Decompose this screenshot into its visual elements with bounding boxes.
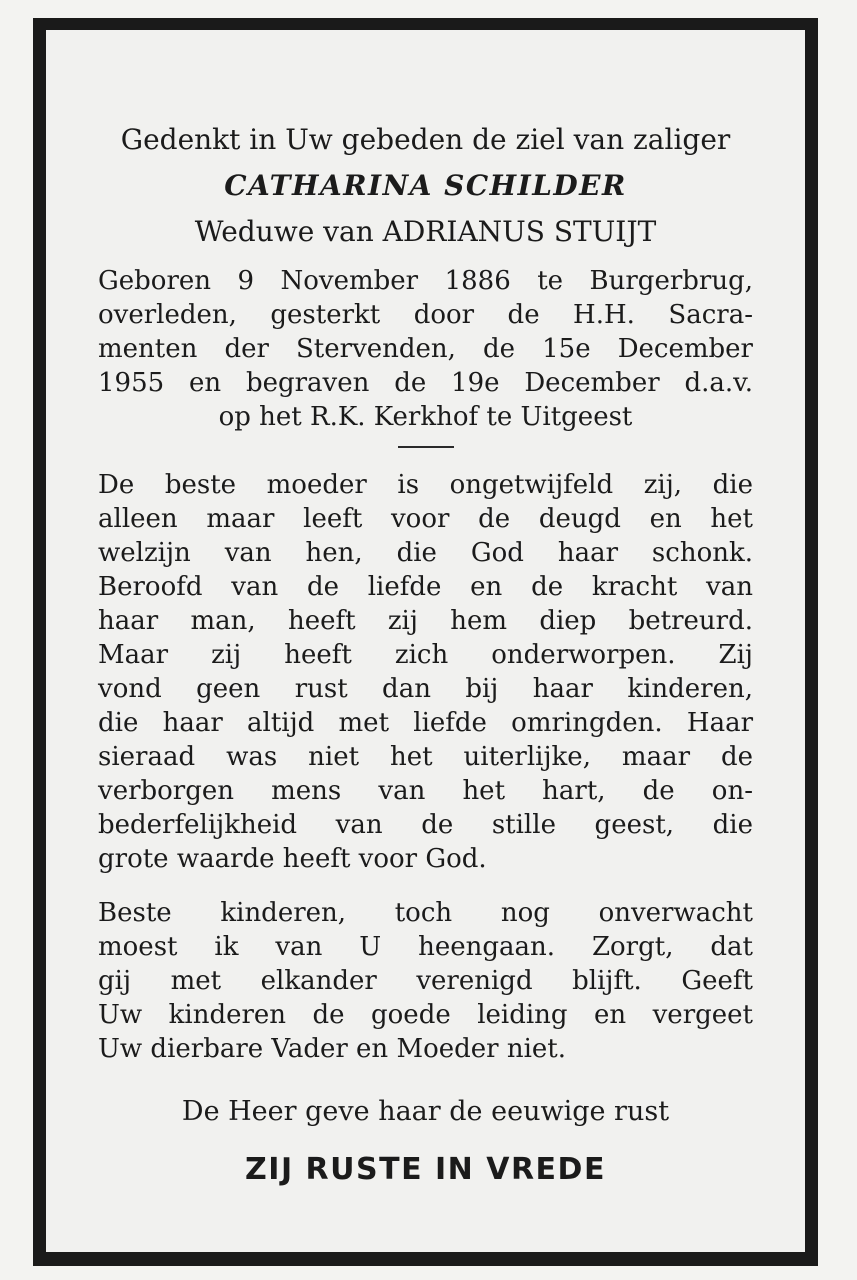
- blessing-line: De Heer geve haar de eeuwige rust: [181, 1096, 670, 1127]
- deceased-name: CATHARINA SCHILDER: [224, 169, 627, 202]
- dates-paragraph: [98, 264, 753, 434]
- closing-line: ZIJ RUSTE IN VREDE: [245, 1152, 606, 1187]
- dates-line: overleden, gesterkt door de H.H. Sacra-: [98, 300, 753, 330]
- verse-line: alleen maar leeft voor de deugd en het: [98, 504, 753, 534]
- parting-line: Beste kinderen, toch nog onverwacht: [98, 898, 753, 928]
- memorial-card: [33, 18, 818, 1266]
- widow-line: Weduwe van ADRIANUS STUIJT: [194, 215, 657, 248]
- parting-line: Uw kinderen de goede leiding en vergeet: [98, 1000, 753, 1030]
- dates-line: 1955 en begraven de 19e December d.a.v.: [98, 368, 753, 398]
- dates-line: menten der Stervenden, de 15e December: [98, 334, 753, 364]
- parting-paragraph: [98, 896, 753, 1066]
- verse-line: Beroofd van de liefde en de kracht van: [98, 572, 753, 602]
- dates-line: op het R.K. Kerkhof te Uitgeest: [218, 402, 633, 432]
- verse-line: haar man, heeft zij hem diep betreurd.: [98, 606, 753, 636]
- verse-line: De beste moeder is ongetwijfeld zij, die: [98, 470, 753, 500]
- verse-line: vond geen rust dan bij haar kinderen,: [98, 674, 753, 704]
- verse-line: Maar zij heeft zich onderworpen. Zij: [98, 640, 753, 670]
- invocation-line: Gedenkt in Uw gebeden de ziel van zaliger: [120, 123, 731, 156]
- parting-line: Uw dierbare Vader en Moeder niet.: [98, 1034, 566, 1064]
- dates-line: Geboren 9 November 1886 te Burgerbrug,: [98, 266, 753, 296]
- parting-line: moest ik van U heengaan. Zorgt, dat: [98, 932, 753, 962]
- parting-line: gij met elkander verenigd blijft. Geeft: [98, 966, 753, 996]
- verse-line: sieraad was niet het uiterlijke, maar de: [98, 742, 753, 772]
- verse-line: welzijn van hen, die God haar schonk.: [98, 538, 753, 568]
- verse-paragraph: [98, 468, 753, 876]
- verse-line: verborgen mens van het hart, de on-: [98, 776, 753, 806]
- verse-line: grote waarde heeft voor God.: [98, 844, 487, 874]
- section-divider: [398, 446, 454, 448]
- memorial-card-body: [46, 30, 805, 1252]
- verse-line: bederfelijkheid van de stille geest, die: [98, 810, 753, 840]
- verse-line: die haar altijd met liefde omringden. Haar: [98, 708, 753, 738]
